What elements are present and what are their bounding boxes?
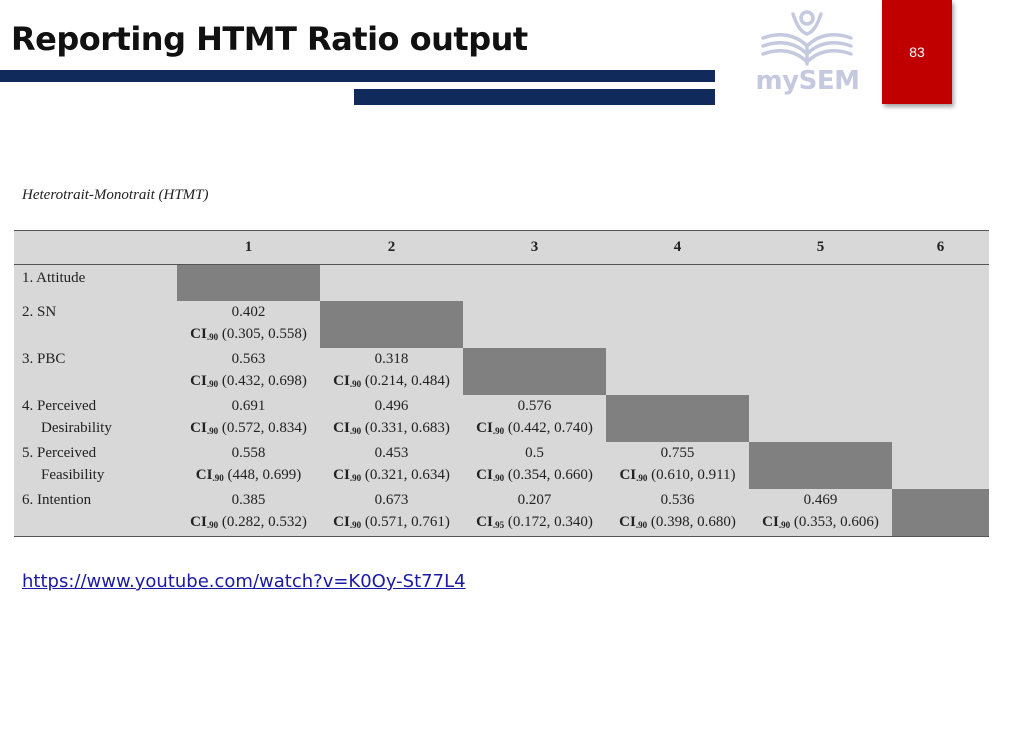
row-label-text: 2. SN <box>22 304 57 320</box>
ci-label: CI <box>476 420 493 436</box>
slide-title: Reporting HTMT Ratio output <box>11 20 528 58</box>
empty-cell <box>749 395 892 442</box>
htmt-value: 0.673 <box>374 492 409 508</box>
empty-cell <box>749 265 892 302</box>
ci-label: CI <box>190 326 207 342</box>
table-row <box>14 348 989 395</box>
empty-cell <box>892 442 989 489</box>
ci-range: (0.432, 0.698) <box>218 373 307 389</box>
ci-label: CI <box>333 373 350 389</box>
youtube-video-link[interactable]: https://www.youtube.com/watch?v=K0Oy-St77L4 <box>22 571 466 592</box>
ci-label: CI <box>190 373 207 389</box>
empty-cell <box>606 265 749 302</box>
table-row <box>14 442 989 489</box>
confidence-interval <box>320 370 463 395</box>
empty-cell <box>320 265 463 302</box>
htmt-value: 0.755 <box>660 445 695 461</box>
ci-level: .95 <box>492 520 505 530</box>
empty-cell <box>606 301 749 348</box>
table-body <box>14 265 989 537</box>
htmt-value: 0.563 <box>231 351 266 367</box>
ci-range: (448, 0.699) <box>223 467 302 483</box>
htmt-cell <box>177 395 320 442</box>
htmt-table <box>14 230 989 537</box>
table-row <box>14 395 989 442</box>
confidence-interval <box>320 417 463 442</box>
row-label <box>14 265 177 302</box>
table-header-row <box>14 231 989 265</box>
confidence-interval <box>749 511 892 536</box>
row-label <box>14 395 177 442</box>
ci-range: (0.353, 0.606) <box>790 514 879 530</box>
htmt-value: 0.469 <box>803 492 838 508</box>
confidence-interval <box>177 417 320 442</box>
htmt-cell <box>606 489 749 537</box>
empty-cell <box>463 265 606 302</box>
ci-level: .90 <box>206 520 219 530</box>
diagonal-cell <box>320 301 463 348</box>
empty-cell <box>749 301 892 348</box>
column-header: 3 <box>463 231 606 265</box>
ci-range: (0.331, 0.683) <box>361 420 450 436</box>
ci-label: CI <box>619 514 636 530</box>
htmt-value: 0.558 <box>231 445 266 461</box>
ci-level: .90 <box>349 520 362 530</box>
confidence-interval <box>320 464 463 489</box>
table-row <box>14 301 989 348</box>
htmt-value: 0.576 <box>517 398 552 414</box>
logo-wordmark: mySEM <box>755 66 860 96</box>
ci-level: .90 <box>636 473 648 483</box>
ci-level: .90 <box>492 473 505 483</box>
row-label <box>14 489 177 537</box>
ci-range: (0.282, 0.532) <box>218 514 307 530</box>
row-label <box>14 442 177 489</box>
ci-range: (0.305, 0.558) <box>218 326 307 342</box>
mysem-logo <box>755 8 860 100</box>
title-accent-bar <box>354 89 715 105</box>
htmt-value: 0.453 <box>374 445 409 461</box>
empty-cell <box>892 348 989 395</box>
confidence-interval <box>606 464 749 489</box>
page-number: 83 <box>909 44 925 60</box>
htmt-cell <box>177 348 320 395</box>
ci-level: .90 <box>349 379 362 389</box>
htmt-cell <box>749 489 892 537</box>
diagonal-cell <box>892 489 989 537</box>
ci-label: CI <box>190 514 207 530</box>
table-row <box>14 265 989 302</box>
htmt-value: 0.318 <box>374 351 409 367</box>
header-corner <box>14 231 177 265</box>
ci-range: (0.610, 0.911) <box>647 467 736 483</box>
row-label-continuation: Feasibility <box>41 467 105 483</box>
empty-cell <box>606 348 749 395</box>
confidence-interval <box>177 323 320 348</box>
row-label-continuation: Desirability <box>41 420 112 436</box>
column-header: 5 <box>749 231 892 265</box>
ci-level: .90 <box>206 379 219 389</box>
htmt-cell <box>320 442 463 489</box>
ci-range: (0.572, 0.834) <box>218 420 307 436</box>
table-row <box>14 489 989 537</box>
ci-label: CI <box>195 467 213 483</box>
page-number-badge <box>882 0 952 104</box>
ci-level: .90 <box>349 426 362 436</box>
confidence-interval <box>177 511 320 536</box>
ci-range: (0.442, 0.740) <box>504 420 593 436</box>
htmt-cell <box>463 489 606 537</box>
ci-label: CI <box>762 514 779 530</box>
ci-level: .90 <box>206 332 219 342</box>
htmt-cell <box>606 442 749 489</box>
htmt-cell <box>320 489 463 537</box>
ci-level: .90 <box>635 520 648 530</box>
empty-cell <box>749 348 892 395</box>
row-label-text: 1. Attitude <box>22 270 86 286</box>
diagonal-cell <box>606 395 749 442</box>
htmt-value: 0.385 <box>231 492 266 508</box>
confidence-interval <box>463 511 606 536</box>
row-label <box>14 348 177 395</box>
confidence-interval <box>177 370 320 395</box>
ci-label: CI <box>333 420 350 436</box>
htmt-value: 0.536 <box>660 492 695 508</box>
diagonal-cell <box>749 442 892 489</box>
confidence-interval <box>606 511 749 536</box>
diagonal-cell <box>177 265 320 302</box>
ci-label: CI <box>476 467 493 483</box>
column-header: 1 <box>177 231 320 265</box>
htmt-cell <box>320 395 463 442</box>
ci-range: (0.398, 0.680) <box>647 514 736 530</box>
htmt-cell <box>177 489 320 537</box>
confidence-interval <box>320 511 463 536</box>
ci-level: .90 <box>492 426 505 436</box>
column-header: 4 <box>606 231 749 265</box>
ci-range: (0.172, 0.340) <box>504 514 593 530</box>
htmt-value: 0.691 <box>231 398 266 414</box>
htmt-cell <box>177 301 320 348</box>
htmt-cell <box>177 442 320 489</box>
title-underline-bar <box>0 70 715 82</box>
diagonal-cell <box>463 348 606 395</box>
open-book-icon <box>755 8 860 70</box>
htmt-cell <box>463 395 606 442</box>
ci-range: (0.571, 0.761) <box>361 514 450 530</box>
htmt-value: 0.5 <box>525 445 544 461</box>
ci-label: CI <box>190 420 207 436</box>
htmt-value: 0.496 <box>374 398 409 414</box>
ci-range: (0.354, 0.660) <box>504 467 593 483</box>
ci-range: (0.321, 0.634) <box>361 467 450 483</box>
htmt-value: 0.402 <box>231 304 266 320</box>
htmt-cell <box>463 442 606 489</box>
ci-level: .90 <box>778 520 791 530</box>
ci-level: .90 <box>349 473 362 483</box>
confidence-interval <box>463 417 606 442</box>
row-label-text: 3. PBC <box>22 351 66 367</box>
ci-level: .90 <box>212 473 224 483</box>
empty-cell <box>892 301 989 348</box>
row-label-text: 4. Perceived <box>22 398 97 414</box>
ci-label: CI <box>619 467 637 483</box>
ci-range: (0.214, 0.484) <box>361 373 450 389</box>
empty-cell <box>463 301 606 348</box>
ci-label: CI <box>333 467 350 483</box>
column-header: 2 <box>320 231 463 265</box>
htmt-value: 0.207 <box>517 492 552 508</box>
confidence-interval <box>177 464 320 489</box>
ci-label: CI <box>333 514 350 530</box>
column-header: 6 <box>892 231 989 265</box>
ci-level: .90 <box>206 426 219 436</box>
htmt-cell <box>320 348 463 395</box>
empty-cell <box>892 395 989 442</box>
empty-cell <box>892 265 989 302</box>
row-label-text: 6. Intention <box>22 492 92 508</box>
ci-label: CI <box>476 514 493 530</box>
row-label <box>14 301 177 348</box>
confidence-interval <box>463 464 606 489</box>
row-label-text: 5. Perceived <box>22 445 97 461</box>
table-caption: Heterotrait-Monotrait (HTMT) <box>22 187 209 203</box>
